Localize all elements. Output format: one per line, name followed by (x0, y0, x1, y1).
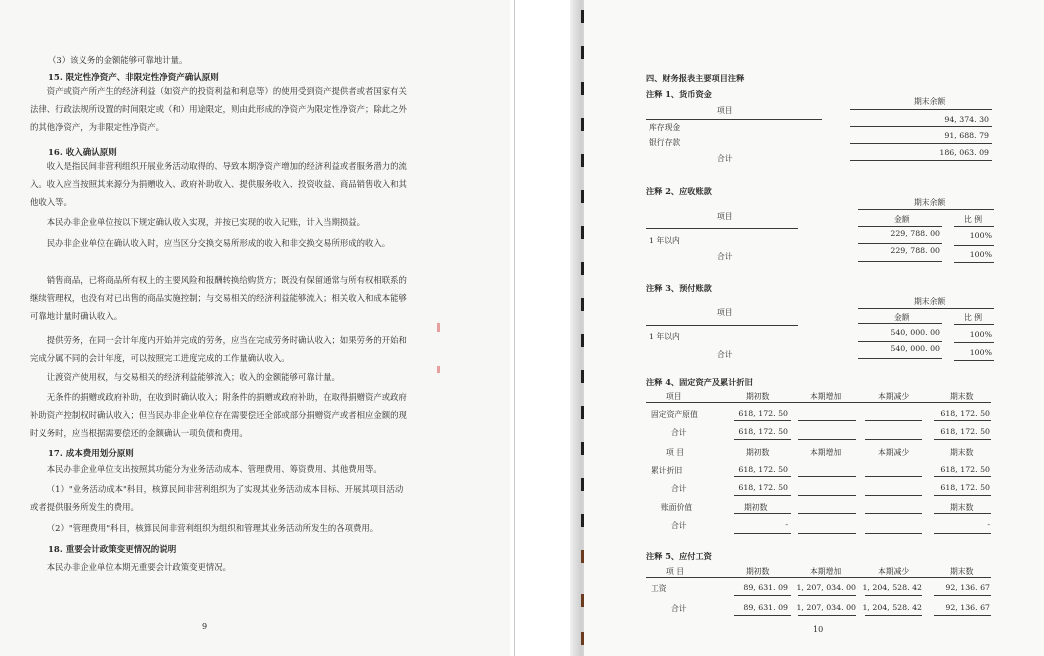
section-16-paragraph-2: 本民办非企业单位按以下规定确认收入实现，并按已实现的收入记账，计入当期损益。 (46, 217, 366, 227)
note4-b1-total-end: 618, 172. 50 (940, 427, 990, 436)
note2-row-ratio: 100% (969, 231, 992, 240)
rule (865, 595, 922, 596)
rule (934, 595, 991, 596)
rule (858, 243, 942, 244)
section-18-heading: 18. 重要会计政策变更情况的说明 (48, 545, 177, 555)
rule (734, 476, 791, 477)
rule (734, 495, 791, 496)
right-page (584, 0, 1044, 656)
rule (858, 226, 942, 227)
note5-h-dec: 本期减少 (878, 567, 910, 576)
section-17-paragraph-1: 本民办非企业单位支出按照其功能分为业务活动成本、管理费用、筹资费用、其他费用等。 (46, 464, 382, 474)
note4-h-item: 项目 (666, 392, 682, 401)
rule (798, 533, 856, 534)
section-15-paragraph: 资产或资产所产生的经济利益（如资产的投资利益和利息等）的使用受到资产提供者或者国家有关法律、行政法规所设置的时间限定或（和）用途限定，则由此形成的净资产为限定性净资产；除此之外的其他净资产，为非限定性净资产。 (30, 86, 407, 132)
rule (798, 439, 856, 440)
note4-b1-total-label: 合计 (671, 428, 687, 437)
note3-row-label: 1 年以内 (649, 332, 680, 341)
note4-h2-item: 项 目 (666, 448, 685, 457)
note2-total-label: 合计 (717, 252, 733, 261)
section-16-paragraph-4: 销售商品，已将商品所有权上的主要风险和报酬转换给购货方；既没有保留通常与所有权相联系的继续管理权，也没有对已出售的商品实施控制；与交易相关的经济利益能够流入；相关收入和成本能够可靠地计量时确认收入。 (30, 275, 407, 321)
note4-h-inc: 本期增加 (810, 392, 842, 401)
rule (646, 325, 798, 326)
note1-row2-value: 91, 688. 79 (944, 131, 989, 140)
rule (865, 495, 922, 496)
rule (798, 615, 856, 616)
section-18-paragraph: 本民办非企业单位本期无重要会计政策变更情况。 (46, 562, 232, 572)
note5-total-begin: 89, 631. 09 (743, 603, 788, 612)
note1-total-value: 186, 063. 09 (939, 148, 989, 157)
rule (954, 360, 994, 361)
note4-title: 注释 4、固定资产及累计折旧 (646, 377, 753, 387)
note5-total-inc: 1, 207, 034. 00 (796, 603, 856, 612)
note4-book-total-begin: - (785, 520, 788, 529)
rule (865, 615, 922, 616)
note5-h-item: 项 目 (666, 567, 685, 576)
note5-row1-end: 92, 136. 67 (945, 583, 990, 592)
note4-h-begin: 期初数 (746, 392, 770, 401)
rule (646, 402, 991, 403)
rule (954, 226, 994, 227)
rule (798, 513, 856, 514)
note4-b2-total-end: 618, 172. 50 (940, 483, 990, 492)
note2-col-item: 项目 (717, 212, 733, 221)
note4-book-begin: 期初数 (744, 503, 768, 512)
section-16-heading: 16. 收入确认原则 (48, 148, 117, 158)
rule (865, 420, 922, 421)
note4-h2-end: 期末数 (950, 448, 974, 457)
section-15-heading: 15. 限定性净资产、非限定性净资产确认原则 (48, 73, 219, 83)
note3-total-amount: 540, 000. 00 (890, 344, 940, 353)
rule (865, 513, 922, 514)
rule (734, 533, 791, 534)
note4-b2-total-label: 合计 (671, 484, 687, 493)
note4-b2-total-begin: 618, 172. 50 (738, 483, 788, 492)
rule (865, 533, 922, 534)
note5-h-begin: 期初数 (746, 567, 770, 576)
rule (934, 439, 991, 440)
note4-book-label: 账面价值 (661, 503, 693, 512)
note2-col-amount: 金额 (894, 215, 910, 224)
note1-total-label: 合计 (717, 154, 733, 163)
rule (858, 308, 994, 309)
binding-gutter (510, 0, 584, 656)
stamp-mark (437, 366, 440, 373)
note3-col-ratio: 比 例 (964, 313, 983, 322)
rule (798, 595, 856, 596)
note1-col-item: 项目 (717, 106, 733, 115)
section-17-paragraph-2: （1）"业务活动成本"科目，核算民间非营利组织为了实现其业务活动成本目标、开展其项目活动或者提供服务所发生的费用。 (30, 484, 404, 512)
note4-b1-total-begin: 618, 172. 50 (738, 427, 788, 436)
clause-3-line: （3）该义务的金额能够可靠地计量。 (48, 55, 188, 65)
page-edge (514, 0, 515, 656)
rule (858, 358, 942, 359)
rule (734, 595, 791, 596)
notes-section-title: 四、财务报表主要项目注释 (646, 73, 745, 83)
section-16-paragraph-1: 收入是指民间非营利组织开展业务活动取得的、导致本期净资产增加的经济利益或者服务潜力的流入。收入应当按照其来源分为捐赠收入、政府补助收入、提供服务收入、投资收益、商品销售收入和其他收入等。 (30, 161, 407, 207)
rule (646, 119, 822, 120)
rule (646, 577, 991, 578)
section-17-paragraph-3: （2）"管理费用"科目，核算民间非营利组织为组织和管理其业务活动所发生的各项费用。 (46, 523, 379, 533)
rule (954, 324, 994, 325)
rule (734, 420, 791, 421)
note4-book-end: 期末数 (950, 503, 974, 512)
note5-total-label: 合计 (671, 604, 687, 613)
note2-col-end: 期末余额 (914, 198, 946, 207)
note4-h2-inc: 本期增加 (810, 448, 842, 457)
note5-total-dec: 1, 204, 528. 42 (862, 603, 922, 612)
note4-b1-row1-label: 固定资产原值 (651, 410, 698, 419)
rule (934, 476, 991, 477)
note4-h-dec: 本期减少 (878, 392, 910, 401)
note4-b2-row1-label: 累计折旧 (651, 466, 683, 475)
note3-title: 注释 3、预付账款 (646, 283, 712, 293)
note1-row1-label: 库存现金 (649, 123, 681, 132)
rule (734, 513, 791, 514)
rule (934, 513, 991, 514)
rule (858, 209, 994, 210)
note5-row1-begin: 89, 631. 09 (743, 583, 788, 592)
rule (858, 261, 942, 262)
note3-col-end: 期末余额 (914, 297, 946, 306)
note2-title: 注释 2、应收账款 (646, 186, 712, 196)
section-17-heading: 17. 成本费用划分原则 (48, 449, 134, 459)
note3-row-ratio: 100% (969, 330, 992, 339)
note5-h-inc: 本期增加 (810, 567, 842, 576)
note3-total-ratio: 100% (969, 348, 992, 357)
rule (734, 439, 791, 440)
rule (954, 262, 994, 263)
section-16-paragraph-5: 提供劳务，在同一会计年度内开始并完成的劳务，应当在完成劳务时确认收入；如果劳务的开始和完成分属不同的会计年度，可以按照完工进度完成的工作量确认收入。 (30, 335, 407, 363)
note5-row1-label: 工资 (651, 584, 667, 593)
note2-row-label: 1 年以内 (649, 236, 680, 245)
note3-row-amount: 540, 000. 00 (890, 328, 940, 337)
note4-b1-row1-end: 618, 172. 50 (940, 409, 990, 418)
note4-book-total-label: 合计 (671, 521, 687, 530)
note5-h-end: 期末数 (950, 567, 974, 576)
note3-total-label: 合计 (717, 350, 733, 359)
note4-b2-row1-begin: 618, 172. 50 (738, 465, 788, 474)
rule (850, 143, 992, 144)
note2-row-amount: 229, 788. 00 (890, 229, 940, 238)
note2-total-ratio: 100% (969, 250, 992, 259)
note2-col-ratio: 比 例 (964, 215, 983, 224)
note5-row1-inc: 1, 207, 034. 00 (796, 583, 856, 592)
rule (934, 495, 991, 496)
rule (734, 615, 791, 616)
rule (850, 160, 992, 161)
rule (850, 126, 992, 127)
rule (858, 341, 942, 342)
rule (798, 476, 856, 477)
rule (858, 323, 942, 324)
page-number-left: 9 (202, 622, 208, 631)
left-page (0, 0, 510, 656)
page-number-right: 10 (813, 625, 824, 634)
note3-col-item: 项目 (717, 308, 733, 317)
stamp-mark (437, 323, 440, 332)
rule (798, 495, 856, 496)
rule (934, 420, 991, 421)
rule (934, 533, 991, 534)
rule (798, 420, 856, 421)
note4-h2-begin: 期初数 (746, 448, 770, 457)
note3-col-amount: 金额 (894, 313, 910, 322)
note4-h-end: 期末数 (950, 392, 974, 401)
note1-row2-label: 银行存款 (649, 138, 681, 147)
note1-row1-value: 94, 374. 30 (944, 115, 989, 124)
rule (865, 439, 922, 440)
note4-b2-row1-end: 618, 172. 50 (940, 465, 990, 474)
note5-row1-dec: 1, 204, 528. 42 (862, 583, 922, 592)
note2-total-amount: 229, 788. 00 (890, 246, 940, 255)
note4-book-total-end: - (987, 520, 990, 529)
note5-title: 注释 5、应付工资 (646, 551, 712, 561)
rule (954, 342, 994, 343)
rule (865, 476, 922, 477)
section-16-paragraph-7: 无条件的捐赠或政府补助，在收到时确认收入；附条件的捐赠或政府补助，在取得捐赠资产或政府补助资产控制权时确认收入；但当民办非企业单位存在需要偿还全部或部分捐赠资产或者相应金额的现时义务时，应当根据需要偿还的金额确认一项负债和费用。 (30, 392, 407, 438)
rule (934, 615, 991, 616)
note4-h2-dec: 本期减少 (878, 448, 910, 457)
note1-title: 注释 1、货币资金 (646, 89, 712, 99)
section-16-paragraph-6: 让渡资产使用权，与交易相关的经济利益能够流入；收入的金额能够可靠计量。 (46, 372, 340, 382)
note1-col-end: 期末余额 (914, 97, 946, 106)
section-16-paragraph-3: 民办非企业单位在确认收入时，应当区分交换交易所形成的收入和非交换交易所形成的收入。 (46, 238, 391, 248)
rule (646, 228, 798, 229)
rule (954, 245, 994, 246)
rule (850, 109, 992, 110)
note4-b1-row1-begin: 618, 172. 50 (738, 409, 788, 418)
note5-total-end: 92, 136. 67 (945, 603, 990, 612)
